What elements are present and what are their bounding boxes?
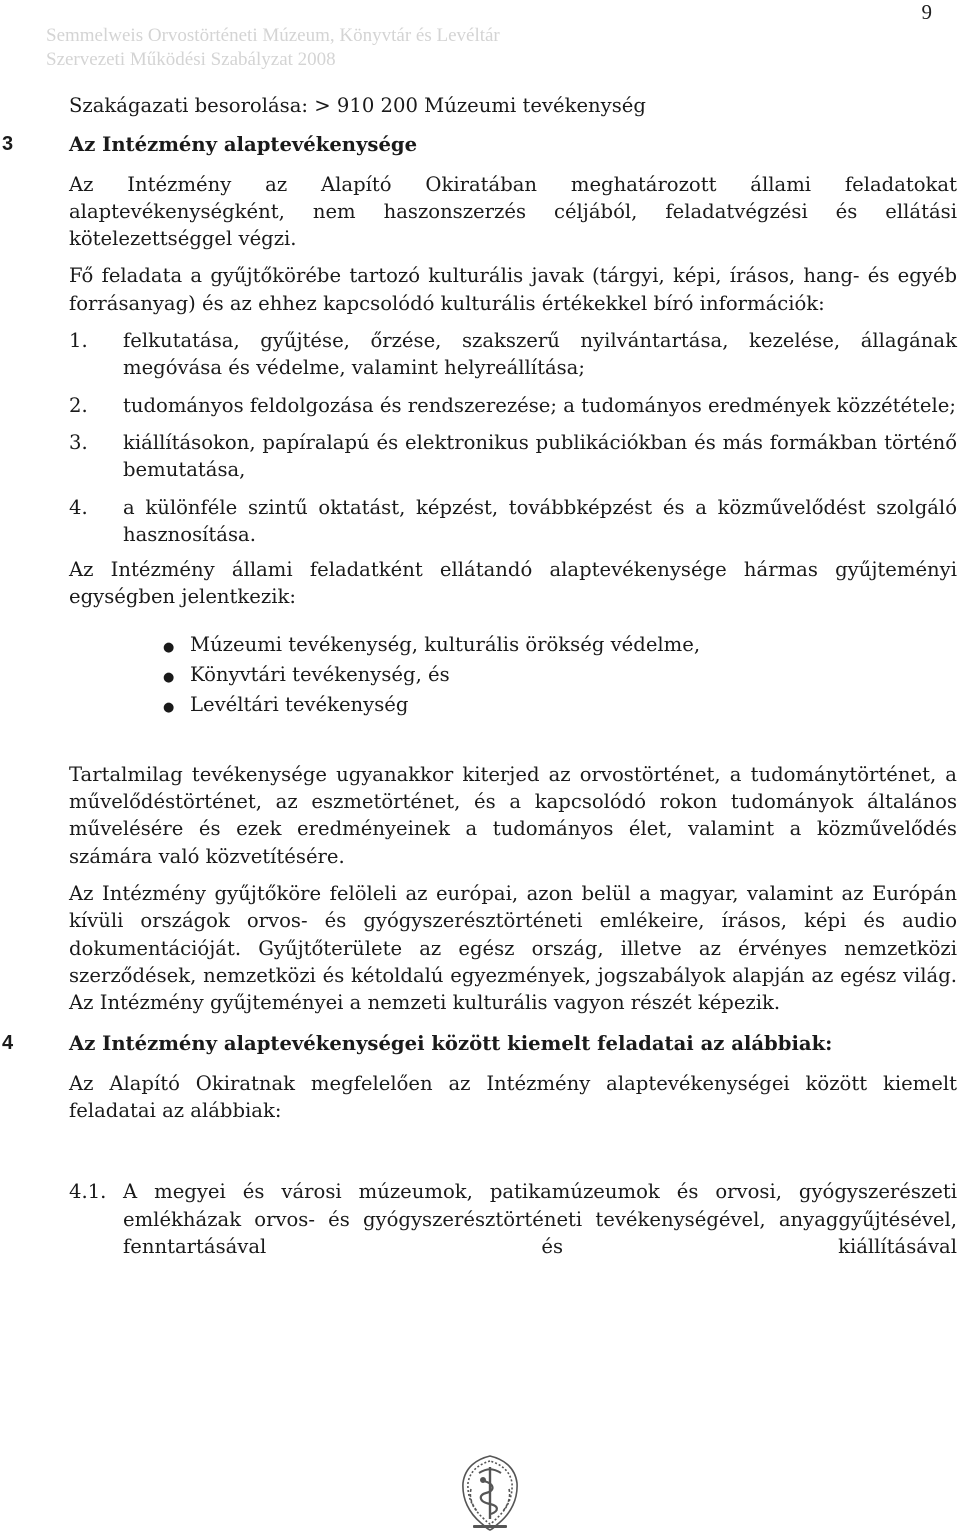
list-item-text: kiállításokon, papíralapú és elektronikus publikációkban és más formákban történő bemutatása, [123,430,957,482]
section-3-paragraph-5: Az Intézmény gyűjtőköre felöleli az európai, azon belül a magyar, valamint az Európán kívüli országok orvos- és gyógyszerésztörténeti emlékeire, írásos, képi és audio dokumentációját. Gyűjtőterülete az egész ország, illetve az érvényes nemzetközi szerződések, nemzetközi és kétoldalú egyezmények, jogszabályok alapján az egész világ. Az Intézmény gyűjteményei a nemzeti kulturális vagyon részét képezik. [69,881,957,1015]
document-body [2,92,957,1260]
section-3-number: 3 [2,133,14,156]
bullet-item [69,691,957,721]
subsection-text: A megyei és városi múzeumok, patikamúzeumok és orvosi, gyógyszerészeti emlékházak orvos- és gyógyszerésztörténeti tevékenységével, anyaggyűjtésével, fenntartásával és kiállításával [123,1180,957,1258]
bullet-icon: ● [163,639,175,655]
list-item-text: felkutatása, gyűjtése, őrzése, szakszerű nyilvántartása, kezelése, állagának megóvása és védelme, valamint helyreállítása; [123,329,957,380]
section-3-paragraph-2: Fő feladata a gyűjtőkörébe tartozó kulturális javak (tárgyi, képi, írásos, hang- és egyéb forrásanyag) és az ehhez kapcsolódó kulturális értékekkel bíró információk: [69,264,957,315]
bullet-item [69,661,957,691]
list-item-number: 1. [69,329,88,353]
list-item-number: 3. [69,430,88,454]
institution-emblem-icon [457,1453,523,1532]
list-item-text: a különféle szintű oktatást, képzést, továbbképzést és a közművelődést szolgáló hasznosítása. [123,495,957,546]
section-4-heading [2,1030,957,1057]
list-item [69,494,957,549]
bullet-item-text: Múzeumi tevékenység, kulturális örökség védelme, [190,632,701,656]
header-line-1: Semmelweis Orvostörténeti Múzeum, Könyvtár és Levéltár [46,25,500,46]
list-item-number: 4. [69,495,88,519]
list-item [69,392,957,419]
subsection-number: 4.1. [69,1180,107,1204]
task-list [69,327,957,548]
bullet-item-text: Könyvtári tevékenység, és [190,662,450,686]
section-4-title: Az Intézmény alaptevékenységei között kiemelt feladatai az alábbiak: [69,1032,833,1056]
section-4-paragraph-1: Az Alapító Okiratnak megfelelően az Intézmény alaptevékenységei között kiemelt feladatai az alábbiak: [69,1071,957,1123]
section-3-paragraph-4: Tartalmilag tevékenysége ugyanakkor kiterjed az orvostörténet, a tudománytörténet, a művelődéstörténet, az eszmetörténet, és a kapcsolódó rokon tudományok általános művelésére és ezek eredményeinek a tudományos élet, valamint a közművelődés számára való közvetítésére. [69,762,957,868]
section-4-number: 4 [2,1032,14,1055]
bullet-icon: ● [163,699,175,715]
page-number: 9 [921,0,932,24]
section-3-heading [2,131,957,158]
subsection-4-1 [69,1178,957,1260]
list-item [69,429,957,484]
list-item [69,327,957,382]
list-item-number: 2. [69,393,88,417]
bullet-item-text: Levéltári tevékenység [190,692,409,716]
classification-line: Szakágazati besorolása: > 910 200 Múzeumi tevékenység [69,94,646,117]
bullet-item [69,631,957,661]
running-header [46,24,500,72]
header-line-2: Szervezeti Működési Szabályzat 2008 [46,49,336,70]
section-3-paragraph-1: Az Intézmény az Alapító Okiratában meghatározott állami feladatokat alaptevékenységként, nem haszonszerzés céljából, feladatvégzési és ellátási kötelezettséggel végzi. [69,172,957,251]
section-3-title: Az Intézmény alaptevékenysége [69,133,418,157]
collection-units-list [69,631,957,721]
bullet-icon: ● [163,669,175,685]
list-item-text: tudományos feldolgozása és rendszerezése; a tudományos eredmények közzététele; [123,393,956,417]
section-3-paragraph-3: Az Intézmény állami feladatként ellátandó alaptevékenysége hármas gyűjteményi egységben jelentkezik: [69,558,957,609]
